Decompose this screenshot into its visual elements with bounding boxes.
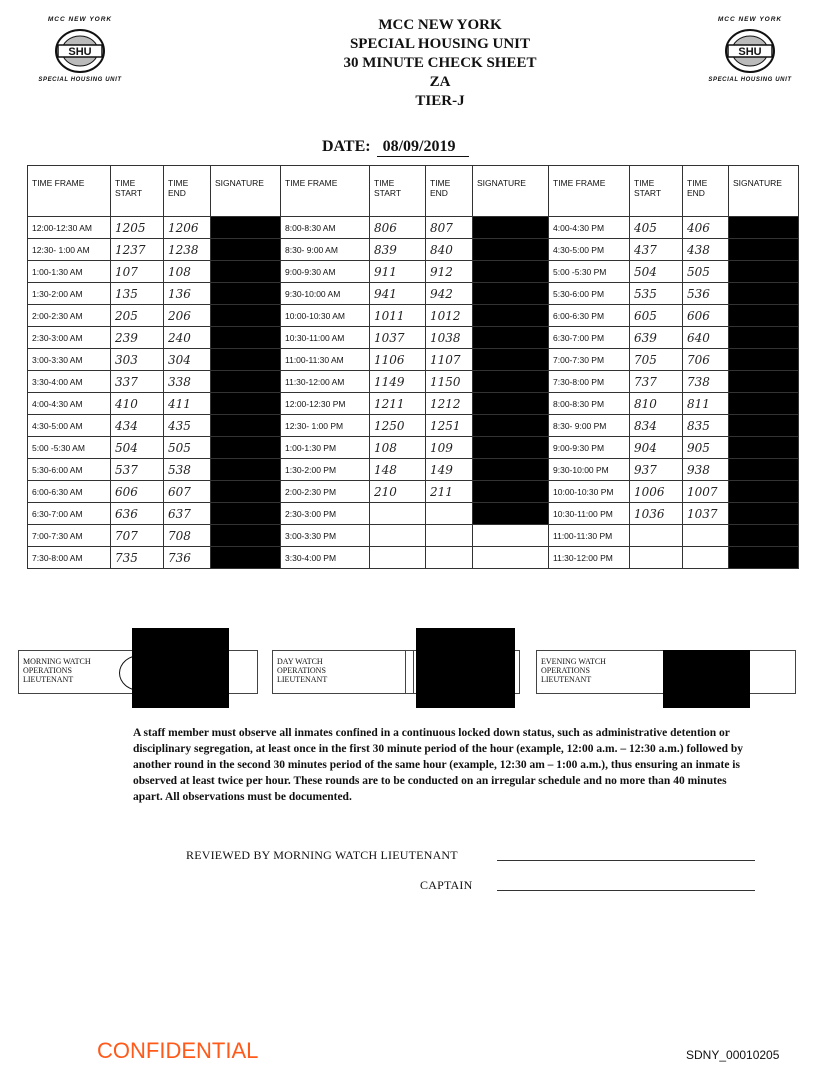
signature-cell [729, 305, 799, 327]
table-row [28, 437, 799, 459]
signature-cell [473, 459, 549, 481]
table-row [28, 283, 799, 305]
time-frame-cell: 3:30-4:00 PM [281, 547, 370, 569]
signature-cell [729, 503, 799, 525]
time-frame-cell: 6:00-6:30 PM [549, 305, 630, 327]
reviewed-label: REVIEWED BY MORNING WATCH LIEUTENANT [186, 848, 458, 862]
signature-cell [211, 371, 281, 393]
time-frame-cell: 12:30- 1:00 AM [28, 239, 111, 261]
signature-cell [211, 261, 281, 283]
time-end-cell: 136 [164, 283, 211, 305]
time-frame-cell: 8:30- 9:00 PM [549, 415, 630, 437]
confidential-stamp: CONFIDENTIAL [97, 1038, 259, 1063]
signature-cell [473, 371, 549, 393]
time-frame-cell: 10:30-11:00 AM [281, 327, 370, 349]
time-end-cell: 240 [164, 327, 211, 349]
column-header: TIME FRAME [28, 166, 111, 217]
time-frame-cell: 3:00-3:30 PM [281, 525, 370, 547]
time-start-cell: 810 [630, 393, 683, 415]
time-start-cell: 210 [370, 481, 426, 503]
time-frame-cell: 8:00-8:30 AM [281, 217, 370, 239]
time-start-cell: 1106 [370, 349, 426, 371]
signature-cell [473, 393, 549, 415]
signature-cell [473, 525, 549, 547]
time-start-cell: 1011 [370, 305, 426, 327]
logo-bottom-text: SPECIAL HOUSING UNIT [38, 77, 122, 83]
signature-cell [211, 283, 281, 305]
table-row [28, 239, 799, 261]
time-end-cell: 1007 [683, 481, 729, 503]
time-end-cell: 640 [683, 327, 729, 349]
time-start-cell: 1006 [630, 481, 683, 503]
time-end-cell: 109 [426, 437, 473, 459]
time-frame-cell: 3:00-3:30 AM [28, 349, 111, 371]
signature-cell [729, 327, 799, 349]
time-frame-cell: 2:00-2:30 PM [281, 481, 370, 503]
time-start-cell: 605 [630, 305, 683, 327]
time-frame-cell: 4:30-5:00 AM [28, 415, 111, 437]
time-end-cell: 811 [683, 393, 729, 415]
time-end-cell: 1012 [426, 305, 473, 327]
time-frame-cell: 11:30-12:00 AM [281, 371, 370, 393]
time-end-cell: 304 [164, 349, 211, 371]
time-start-cell: 434 [111, 415, 164, 437]
time-start-cell: 303 [111, 349, 164, 371]
date-label: DATE: [322, 138, 371, 155]
signature-cell [473, 437, 549, 459]
table-row [28, 481, 799, 503]
time-start-cell: 107 [111, 261, 164, 283]
time-frame-cell: 8:30- 9:00 AM [281, 239, 370, 261]
time-frame-cell: 5:00 -5:30 PM [549, 261, 630, 283]
header-line: ZA [429, 74, 451, 90]
column-header: TIME FRAME [281, 166, 370, 217]
time-start-cell: 735 [111, 547, 164, 569]
time-frame-cell: 1:30-2:00 PM [281, 459, 370, 481]
time-start-cell [370, 547, 426, 569]
time-start-cell: 606 [111, 481, 164, 503]
time-end-cell: 607 [164, 481, 211, 503]
time-frame-cell: 12:30- 1:00 PM [281, 415, 370, 437]
time-end-cell: 736 [164, 547, 211, 569]
signature-cell [473, 327, 549, 349]
time-start-cell: 205 [111, 305, 164, 327]
time-end-cell: 435 [164, 415, 211, 437]
table-row [28, 305, 799, 327]
signature-cell [211, 239, 281, 261]
time-frame-cell: 9:00-9:30 PM [549, 437, 630, 459]
time-end-cell: 149 [426, 459, 473, 481]
logo-top-text: MCC NEW YORK [47, 16, 113, 23]
time-start-cell: 537 [111, 459, 164, 481]
time-end-cell: 108 [164, 261, 211, 283]
time-end-cell: 706 [683, 349, 729, 371]
table-row [28, 415, 799, 437]
time-frame-cell: 5:30-6:00 AM [28, 459, 111, 481]
time-frame-cell: 10:00-10:30 AM [281, 305, 370, 327]
time-start-cell [370, 525, 426, 547]
signature-cell [473, 305, 549, 327]
time-start-cell: 1036 [630, 503, 683, 525]
time-start-cell: 405 [630, 217, 683, 239]
time-frame-cell: 12:00-12:30 PM [281, 393, 370, 415]
time-end-cell: 708 [164, 525, 211, 547]
time-frame-cell: 6:30-7:00 AM [28, 503, 111, 525]
table-row [28, 459, 799, 481]
signature-cell [211, 327, 281, 349]
reviewed-signature-line [497, 860, 755, 861]
check-sheet-table [27, 165, 799, 569]
signature-cell [211, 415, 281, 437]
time-start-cell [370, 503, 426, 525]
time-end-cell: 905 [683, 437, 729, 459]
time-end-cell [426, 547, 473, 569]
time-end-cell: 406 [683, 217, 729, 239]
time-frame-cell: 3:30-4:00 AM [28, 371, 111, 393]
bates-number: SDNY_00010205 [686, 1048, 780, 1062]
time-frame-cell: 10:30-11:00 PM [549, 503, 630, 525]
time-start-cell: 737 [630, 371, 683, 393]
table-row [28, 349, 799, 371]
signature-cell [211, 305, 281, 327]
instructions-paragraph: A staff member must observe all inmates confined in a continuous locked down status, such as administrative detention or disciplinary segregation, at least once in the first 30 minute period of the hour (example, 12:00 a.m. – 12:30 a.m.) followed by another round in the second 30 minutes period of the same hour (example, 12:30 am – 1:00 a.m.), thus ensuring an inmate is observed at least twice per hour. These rounds are to be conducted on an irregular schedule and no more than 40 minutes apart. All observations must be documented. [133, 727, 743, 803]
signature-cell [211, 547, 281, 569]
signature-cell [473, 283, 549, 305]
time-end-cell: 411 [164, 393, 211, 415]
time-start-cell: 1237 [111, 239, 164, 261]
table-row [28, 371, 799, 393]
time-start-cell: 108 [370, 437, 426, 459]
time-end-cell [426, 525, 473, 547]
time-start-cell: 639 [630, 327, 683, 349]
logo-bottom-text: SPECIAL HOUSING UNIT [708, 77, 792, 83]
shu-badge-icon [722, 27, 778, 75]
redaction-block [663, 650, 750, 708]
header-line: 30 MINUTE CHECK SHEET [343, 55, 537, 71]
time-frame-cell: 7:00-7:30 AM [28, 525, 111, 547]
time-frame-cell: 4:00-4:30 AM [28, 393, 111, 415]
column-header: SIGNATURE [473, 166, 549, 217]
time-frame-cell: 1:00-1:30 PM [281, 437, 370, 459]
time-end-cell: 338 [164, 371, 211, 393]
time-end-cell: 211 [426, 481, 473, 503]
column-header: SIGNATURE [729, 166, 799, 217]
time-frame-cell: 7:30-8:00 PM [549, 371, 630, 393]
captain-signature-line [497, 890, 755, 891]
date-value: 08/09/2019 [377, 138, 470, 157]
time-end-cell: 912 [426, 261, 473, 283]
time-frame-cell: 4:30-5:00 PM [549, 239, 630, 261]
time-end-cell: 505 [683, 261, 729, 283]
time-start-cell: 911 [370, 261, 426, 283]
time-end-cell: 738 [683, 371, 729, 393]
time-start-cell [630, 547, 683, 569]
signature-cell [211, 481, 281, 503]
signature-cell [211, 437, 281, 459]
table-row [28, 393, 799, 415]
time-start-cell: 1205 [111, 217, 164, 239]
table-row [28, 261, 799, 283]
table-body [28, 217, 799, 569]
time-frame-cell: 6:00-6:30 AM [28, 481, 111, 503]
time-end-cell: 1107 [426, 349, 473, 371]
time-end-cell: 835 [683, 415, 729, 437]
signature-cell [473, 349, 549, 371]
time-start-cell: 1149 [370, 371, 426, 393]
time-start-cell: 834 [630, 415, 683, 437]
time-start-cell: 135 [111, 283, 164, 305]
time-frame-cell: 10:00-10:30 PM [549, 481, 630, 503]
time-end-cell: 1037 [683, 503, 729, 525]
captain-label: CAPTAIN [420, 878, 473, 892]
signature-cell [729, 437, 799, 459]
time-end-cell [426, 503, 473, 525]
time-frame-cell: 6:30-7:00 PM [549, 327, 630, 349]
signature-cell [729, 481, 799, 503]
table-row [28, 547, 799, 569]
table-row [28, 503, 799, 525]
time-frame-cell: 1:30-2:00 AM [28, 283, 111, 305]
time-frame-cell: 11:00-11:30 AM [281, 349, 370, 371]
time-end-cell: 1251 [426, 415, 473, 437]
signature-cell [473, 503, 549, 525]
time-end-cell: 637 [164, 503, 211, 525]
time-start-cell: 239 [111, 327, 164, 349]
shu-badge-icon [52, 27, 108, 75]
time-frame-cell: 5:30-6:00 PM [549, 283, 630, 305]
column-header: TIME END [683, 166, 729, 217]
header-line: TIER-J [415, 93, 465, 109]
signature-cell [729, 283, 799, 305]
time-end-cell: 1238 [164, 239, 211, 261]
column-header: TIME END [164, 166, 211, 217]
signature-cell [729, 371, 799, 393]
time-start-cell: 839 [370, 239, 426, 261]
redaction-block [132, 628, 229, 708]
svg-text:SHU: SHU [738, 46, 762, 58]
time-start-cell: 806 [370, 217, 426, 239]
signature-cell [211, 459, 281, 481]
time-start-cell: 636 [111, 503, 164, 525]
table-row [28, 525, 799, 547]
signature-cell [729, 393, 799, 415]
time-end-cell: 1038 [426, 327, 473, 349]
document-header [300, 16, 580, 111]
time-end-cell: 1206 [164, 217, 211, 239]
column-header: TIME FRAME [549, 166, 630, 217]
divider [405, 651, 406, 693]
time-end-cell: 438 [683, 239, 729, 261]
time-frame-cell: 2:30-3:00 PM [281, 503, 370, 525]
signature-cell [473, 547, 549, 569]
signature-cell [211, 349, 281, 371]
time-end-cell: 206 [164, 305, 211, 327]
time-end-cell: 807 [426, 217, 473, 239]
column-header: TIME END [426, 166, 473, 217]
time-start-cell: 437 [630, 239, 683, 261]
column-header: SIGNATURE [211, 166, 281, 217]
evening-watch-label: EVENING WATCH OPERATIONS LIEUTENANT [541, 657, 606, 684]
time-start-cell: 535 [630, 283, 683, 305]
time-frame-cell: 1:00-1:30 AM [28, 261, 111, 283]
time-start-cell [630, 525, 683, 547]
time-frame-cell: 2:00-2:30 AM [28, 305, 111, 327]
time-end-cell: 606 [683, 305, 729, 327]
time-end-cell: 1212 [426, 393, 473, 415]
time-end-cell: 536 [683, 283, 729, 305]
signature-cell [729, 217, 799, 239]
time-end-cell: 938 [683, 459, 729, 481]
time-start-cell: 707 [111, 525, 164, 547]
divider [413, 651, 414, 693]
time-end-cell: 840 [426, 239, 473, 261]
time-end-cell [683, 525, 729, 547]
time-start-cell: 937 [630, 459, 683, 481]
signature-cell [473, 239, 549, 261]
time-frame-cell: 9:30-10:00 PM [549, 459, 630, 481]
time-start-cell: 504 [111, 437, 164, 459]
time-start-cell: 705 [630, 349, 683, 371]
time-start-cell: 904 [630, 437, 683, 459]
signature-cell [729, 261, 799, 283]
signature-cell [729, 547, 799, 569]
logo-right [690, 16, 810, 83]
time-end-cell: 538 [164, 459, 211, 481]
time-start-cell: 1250 [370, 415, 426, 437]
time-start-cell: 941 [370, 283, 426, 305]
time-frame-cell: 8:00-8:30 PM [549, 393, 630, 415]
signature-cell [473, 481, 549, 503]
time-end-cell: 1150 [426, 371, 473, 393]
signature-cell [729, 415, 799, 437]
column-header: TIME START [370, 166, 426, 217]
time-end-cell [683, 547, 729, 569]
time-frame-cell: 11:00-11:30 PM [549, 525, 630, 547]
signature-cell [729, 349, 799, 371]
column-header: TIME START [630, 166, 683, 217]
logo-left [20, 16, 140, 83]
time-end-cell: 942 [426, 283, 473, 305]
time-start-cell: 337 [111, 371, 164, 393]
signature-cell [473, 415, 549, 437]
signature-cell [729, 239, 799, 261]
signature-cell [211, 503, 281, 525]
table-header-row [28, 166, 799, 217]
time-start-cell: 504 [630, 261, 683, 283]
signature-cell [473, 217, 549, 239]
signature-cell [211, 525, 281, 547]
time-frame-cell: 9:00-9:30 AM [281, 261, 370, 283]
time-start-cell: 148 [370, 459, 426, 481]
svg-text:SHU: SHU [68, 46, 92, 58]
header-line: SPECIAL HOUSING UNIT [349, 36, 531, 52]
time-frame-cell: 9:30-10:00 AM [281, 283, 370, 305]
signature-cell [211, 393, 281, 415]
logo-top-text: MCC NEW YORK [717, 16, 783, 23]
time-frame-cell: 2:30-3:00 AM [28, 327, 111, 349]
table-row [28, 217, 799, 239]
signature-cell [729, 459, 799, 481]
header-line: MCC NEW YORK [378, 17, 502, 33]
time-start-cell: 1037 [370, 327, 426, 349]
signature-cell [211, 217, 281, 239]
signature-cell [729, 525, 799, 547]
date-line [322, 138, 469, 157]
time-frame-cell: 7:00-7:30 PM [549, 349, 630, 371]
time-frame-cell: 12:00-12:30 AM [28, 217, 111, 239]
day-watch-label: DAY WATCH OPERATIONS LIEUTENANT [277, 657, 328, 684]
time-frame-cell: 4:00-4:30 PM [549, 217, 630, 239]
column-header: TIME START [111, 166, 164, 217]
time-frame-cell: 5:00 -5:30 AM [28, 437, 111, 459]
table-row [28, 327, 799, 349]
time-frame-cell: 7:30-8:00 AM [28, 547, 111, 569]
time-frame-cell: 11:30-12:00 PM [549, 547, 630, 569]
time-start-cell: 410 [111, 393, 164, 415]
time-end-cell: 505 [164, 437, 211, 459]
signature-cell [473, 261, 549, 283]
time-start-cell: 1211 [370, 393, 426, 415]
morning-watch-label: MORNING WATCH OPERATIONS LIEUTENANT [23, 657, 91, 684]
redaction-block [416, 628, 515, 708]
